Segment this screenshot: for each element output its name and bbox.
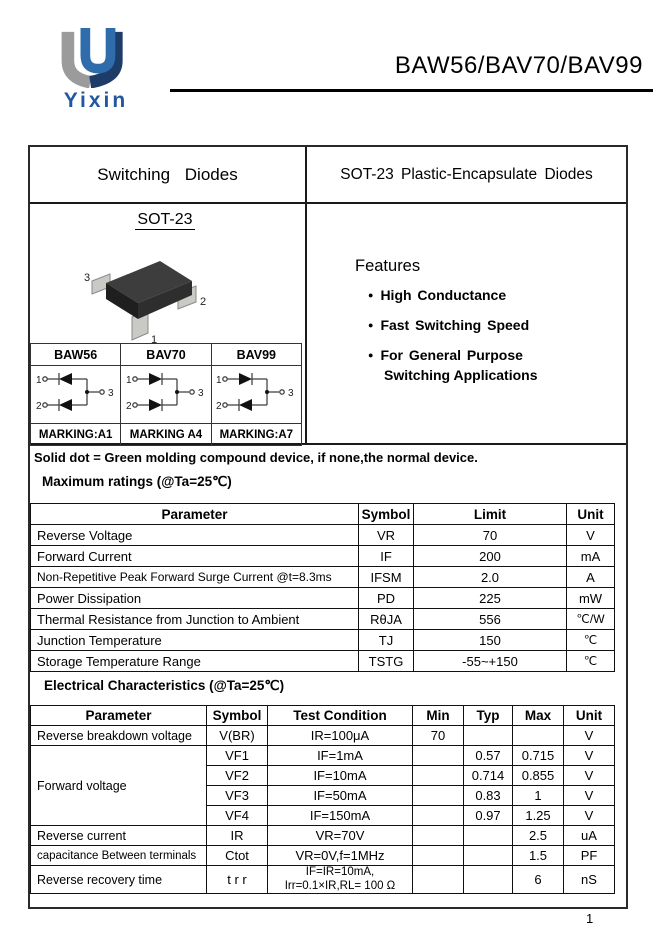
column-header: Max [513,706,564,726]
column-header: Limit [414,504,567,525]
table-header-row [31,706,615,726]
table-row [31,846,615,866]
table-row [31,525,615,546]
condition-cell: IF=10mA [268,766,413,786]
unit-cell: V [567,525,615,546]
table-row [31,609,615,630]
param-cell: capacitance Between terminals [31,846,207,866]
param-cell: Reverse breakdown voltage [31,726,207,746]
unit-cell: V [564,786,615,806]
svg-text:1: 1 [125,375,132,386]
condition-cell: IF=IR=10mA, Irr=0.1×IR,RL= 100 Ω [268,866,413,894]
table-row [31,746,615,766]
typ-cell [464,846,513,866]
table-row [31,651,615,672]
bav70-schematic [121,366,211,424]
unit-cell: V [564,746,615,766]
variant-name: BAW56 [31,344,121,366]
min-cell [413,746,464,766]
symbol-cell: VF4 [207,806,268,826]
param-cell: Forward Current [31,546,359,567]
electrical-heading: Electrical Characteristics (@Ta=25℃) [44,678,285,693]
min-cell [413,866,464,894]
symbol-cell: TSTG [359,651,414,672]
max-cell: 6 [513,866,564,894]
symbol-cell: VF3 [207,786,268,806]
param-cell: Reverse Voltage [31,525,359,546]
baw56-schematic [31,366,121,424]
baw56-circuit-icon [32,366,120,418]
param-cell: Reverse current [31,826,207,846]
svg-text:3: 3 [84,272,91,284]
content-frame [28,145,628,909]
max-cell: 1 [513,786,564,806]
condition-cell: IF=150mA [268,806,413,826]
limit-cell: 150 [414,630,567,651]
bullet-icon: ● [368,350,374,360]
feature-item-continued: Switching Applications [384,367,538,383]
brand-name: Yixin [63,89,129,112]
feature-item: ● Fast Switching Speed [368,317,530,333]
table-row [31,424,302,446]
product-category: Switching Diodes [97,164,238,184]
unit-cell: ℃/W [567,609,615,630]
svg-text:3: 3 [197,388,204,399]
condition-cell: IF=50mA [268,786,413,806]
symbol-cell: VF2 [207,766,268,786]
unit-cell: mA [567,546,615,567]
unit-cell: nS [564,866,615,894]
features-heading: Features [355,257,421,275]
limit-cell: 70 [414,525,567,546]
max-ratings-heading: Maximum ratings (@Ta=25℃) [42,474,232,489]
column-header: Unit [564,706,615,726]
param-cell: Forward voltage [31,746,207,826]
condition-cell: IR=100μA [268,726,413,746]
variant-name: BAV99 [211,344,301,366]
limit-cell: 200 [414,546,567,567]
variant-marking: MARKING:A1 [31,424,121,446]
column-header: Unit [567,504,615,525]
condition-cell: VR=70V [268,826,413,846]
svg-text:3: 3 [288,388,294,399]
svg-text:2: 2 [125,401,132,412]
limit-cell: 556 [414,609,567,630]
svg-text:3: 3 [107,388,114,399]
condition-cell: IF=1mA [268,746,413,766]
variant-name: BAV70 [121,344,211,366]
max-ratings-table [30,503,615,672]
max-cell: 1.5 [513,846,564,866]
column-header: Symbol [207,706,268,726]
param-cell: Thermal Resistance from Junction to Ambient [31,609,359,630]
package-description: SOT-23 Plastic-Encapsulate Diodes [340,165,593,183]
param-cell: Non-Repetitive Peak Forward Surge Current @t=8.3ms [31,567,359,588]
limit-cell: 225 [414,588,567,609]
variant-marking: MARKING A4 [121,424,211,446]
svg-text:1: 1 [35,375,42,386]
typ-cell [464,726,513,746]
svg-text:2: 2 [216,401,222,412]
company-logo [46,26,146,113]
table-row [31,630,615,651]
limit-cell: -55~+150 [414,651,567,672]
min-cell [413,846,464,866]
max-cell: 1.25 [513,806,564,826]
typ-cell: 0.57 [464,746,513,766]
symbol-cell: IR [207,826,268,846]
max-cell: 0.715 [513,746,564,766]
unit-cell: ℃ [567,651,615,672]
feature-item: ● High Conductance [368,287,507,303]
table-row [31,344,302,366]
table-row [31,866,615,894]
page-title: BAW56/BAV70/BAV99 [394,52,643,79]
param-cell: Storage Temperature Range [31,651,359,672]
symbol-cell: VF1 [207,746,268,766]
feature-item: ● For General Purpose [368,347,523,363]
variant-marking: MARKING:A7 [211,424,301,446]
symbol-cell: t r r [207,866,268,894]
unit-cell: A [567,567,615,588]
column-header: Parameter [31,706,207,726]
symbol-cell: IFSM [359,567,414,588]
svg-text:1: 1 [151,334,158,345]
typ-cell [464,826,513,846]
package-label: SOT-23 [137,211,193,228]
symbol-cell: VR [359,525,414,546]
variant-table [30,343,302,446]
max-cell [513,726,564,746]
table-row [31,567,615,588]
table-row [31,726,615,746]
typ-cell: 0.83 [464,786,513,806]
sot23-package-icon [80,241,215,345]
unit-cell: mW [567,588,615,609]
symbol-cell: Ctot [207,846,268,866]
min-cell: 70 [413,726,464,746]
column-header: Min [413,706,464,726]
param-cell: Reverse recovery time [31,866,207,894]
column-header: Typ [464,706,513,726]
electrical-table [30,705,615,894]
column-header: Test Condition [268,706,413,726]
min-cell [413,806,464,826]
table-row [31,546,615,567]
page-number: 1 [586,911,594,926]
unit-cell: V [564,806,615,826]
symbol-cell: PD [359,588,414,609]
typ-cell: 0.714 [464,766,513,786]
param-cell: Junction Temperature [31,630,359,651]
svg-text:1: 1 [216,375,222,386]
unit-cell: V [564,766,615,786]
symbol-cell: V(BR) [207,726,268,746]
condition-cell: VR=0V,f=1MHz [268,846,413,866]
symbol-cell: IF [359,546,414,567]
bullet-icon: ● [368,320,374,330]
table-row [31,366,302,424]
min-cell [413,786,464,806]
max-cell: 0.855 [513,766,564,786]
solid-dot-note: Solid dot = Green molding compound device, if none,the normal device. [34,450,478,465]
symbol-cell: RθJA [359,609,414,630]
title-underline [170,89,653,92]
typ-cell [464,866,513,894]
table-row [31,826,615,846]
unit-cell: PF [564,846,615,866]
limit-cell: 2.0 [414,567,567,588]
symbol-cell: TJ [359,630,414,651]
unit-cell: V [564,726,615,746]
param-cell: Power Dissipation [31,588,359,609]
typ-cell: 0.97 [464,806,513,826]
unit-cell: uA [564,826,615,846]
svg-text:2: 2 [200,296,207,308]
bav70-circuit-icon [122,366,210,418]
bav99-schematic [211,366,301,424]
svg-text:2: 2 [35,401,42,412]
table-row [31,588,615,609]
header-divider [30,202,626,204]
max-cell: 2.5 [513,826,564,846]
column-header: Symbol [359,504,414,525]
min-cell [413,826,464,846]
bullet-icon: ● [368,290,374,300]
bav99-circuit-icon [212,366,300,418]
u-logo-icon [50,26,142,88]
unit-cell: ℃ [567,630,615,651]
table-header-row [31,504,615,525]
column-header: Parameter [31,504,359,525]
min-cell [413,766,464,786]
